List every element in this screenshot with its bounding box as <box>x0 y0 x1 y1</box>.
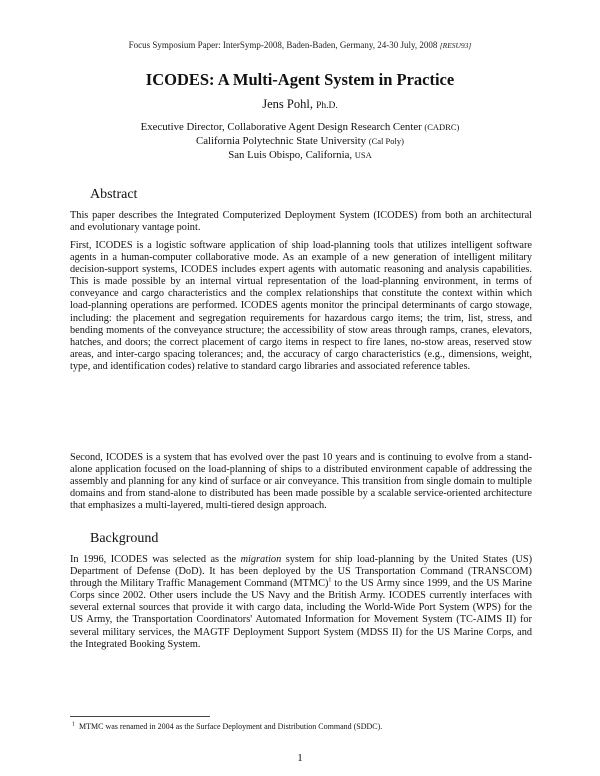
affiliation-country: USA <box>354 150 372 160</box>
footnote-reference: 1 <box>328 577 332 584</box>
background-heading: Background <box>90 531 159 546</box>
footnote-text: MTMC was renamed in 2004 as the Surface Deployment and Distribution Command (SDDC). <box>79 722 383 731</box>
footnote <box>72 722 532 732</box>
affiliation-title: Executive Director, Collaborative Agent Design Research Center <box>140 121 425 133</box>
footnote-divider <box>70 716 210 717</box>
author-name: Jens Pohl, <box>262 97 317 111</box>
background-text-c: to the US Army since 1999, and the US Marine Corps since 2002. Other users include the US Navy and the British Army. ICODES currently interfaces with several external sources that provide it with cargo data, including the World-Wide Port System (WPS) for the US Army, the Transportation Coordinators' Automated Information for Movement System (TC-AIMS II) for several military services, the MAGTF Deployment Support System (MDSS II) for the US Marine Corps, and the Integrated Booking System. <box>70 578 532 650</box>
background-emphasis: migration <box>240 554 282 565</box>
footnote-mark: 1 <box>72 721 75 728</box>
abstract-paragraph-2: First, ICODES is a logistic software application of ship load-planning tools that utilizes intelligent software agents in a human-computer collaborative mode. As an example of a new generation of intelligent military decision-support systems, ICODES includes expert agents with automatic reasoning and analysis capabilities. This is made possible by an internal virtual representation of the load-planning environment, in terms of conveyance and cargo characteristics and the complex relationships that constitute the context within which load-planning operations are performed. ICODES agents monitor the principal determinants of cargo stowage, including: the placement and segregation requirements for hazardous cargo items; the trim, list, stress, and bending moments of the conveyance structure; the accessibility of stow areas through ramps, cranes, elevators, hatches, and doors; the correct placement of cargo items in respect to fire lanes, no-stow areas, reserved stow areas, and inter-cargo spacing tolerances; and, the accuracy of cargo characteristics (e.g., dimensions, weight, type, and identification codes) relative to standard cargo libraries and associated reference tables. <box>70 240 532 372</box>
background-paragraph-1 <box>70 554 532 651</box>
header-text: Focus Symposium Paper: InterSymp-2008, Baden-Baden, Germany, 24-30 July, 2008 <box>128 40 438 50</box>
affiliation-line-1 <box>0 121 600 133</box>
running-header <box>0 40 600 50</box>
author-line <box>0 97 600 112</box>
abstract-paragraph-1: This paper describes the Integrated Computerized Deployment System (ICODES) from both an architectural and evolutionary vantage point. <box>70 210 532 234</box>
header-code: [RESU93] <box>439 41 472 50</box>
author-degree: Ph.D. <box>316 101 338 111</box>
affiliation-city: San Luis Obispo, California, <box>228 149 355 161</box>
paper-title: ICODES: A Multi-Agent System in Practice <box>145 70 455 89</box>
affiliation-acronym: (CADRC) <box>424 122 460 132</box>
affiliation-line-2 <box>0 135 600 147</box>
affiliation-university: California Polytechnic State University <box>196 135 369 147</box>
affiliation-line-3 <box>0 149 600 161</box>
page-number: 1 <box>297 752 303 764</box>
background-text-a: In 1996, ICODES was selected as the <box>70 554 241 565</box>
abstract-heading: Abstract <box>90 187 138 202</box>
abstract-paragraph-3: Second, ICODES is a system that has evolved over the past 10 years and is continuing to evolve from a stand-alone application focused on the load-planning of ships to a distributed environment capable of addressing the assembly and planning for any kind of surface or air conveyance. This transition from single domain to multiple domains and from stand-alone to distributed has been made possible by a scalable service-oriented architecture that emphasizes a multi-layered, multi-tiered design approach. <box>70 452 532 512</box>
affiliation-university-short: (Cal Poly) <box>368 136 404 146</box>
background-text-b: system for ship load-planning by the United States (US) Department of Defense (DoD). It has been deployed by the US Transportation Command (TRANSCOM) through the Military Traffic Management Command (MTMC) <box>70 554 533 590</box>
